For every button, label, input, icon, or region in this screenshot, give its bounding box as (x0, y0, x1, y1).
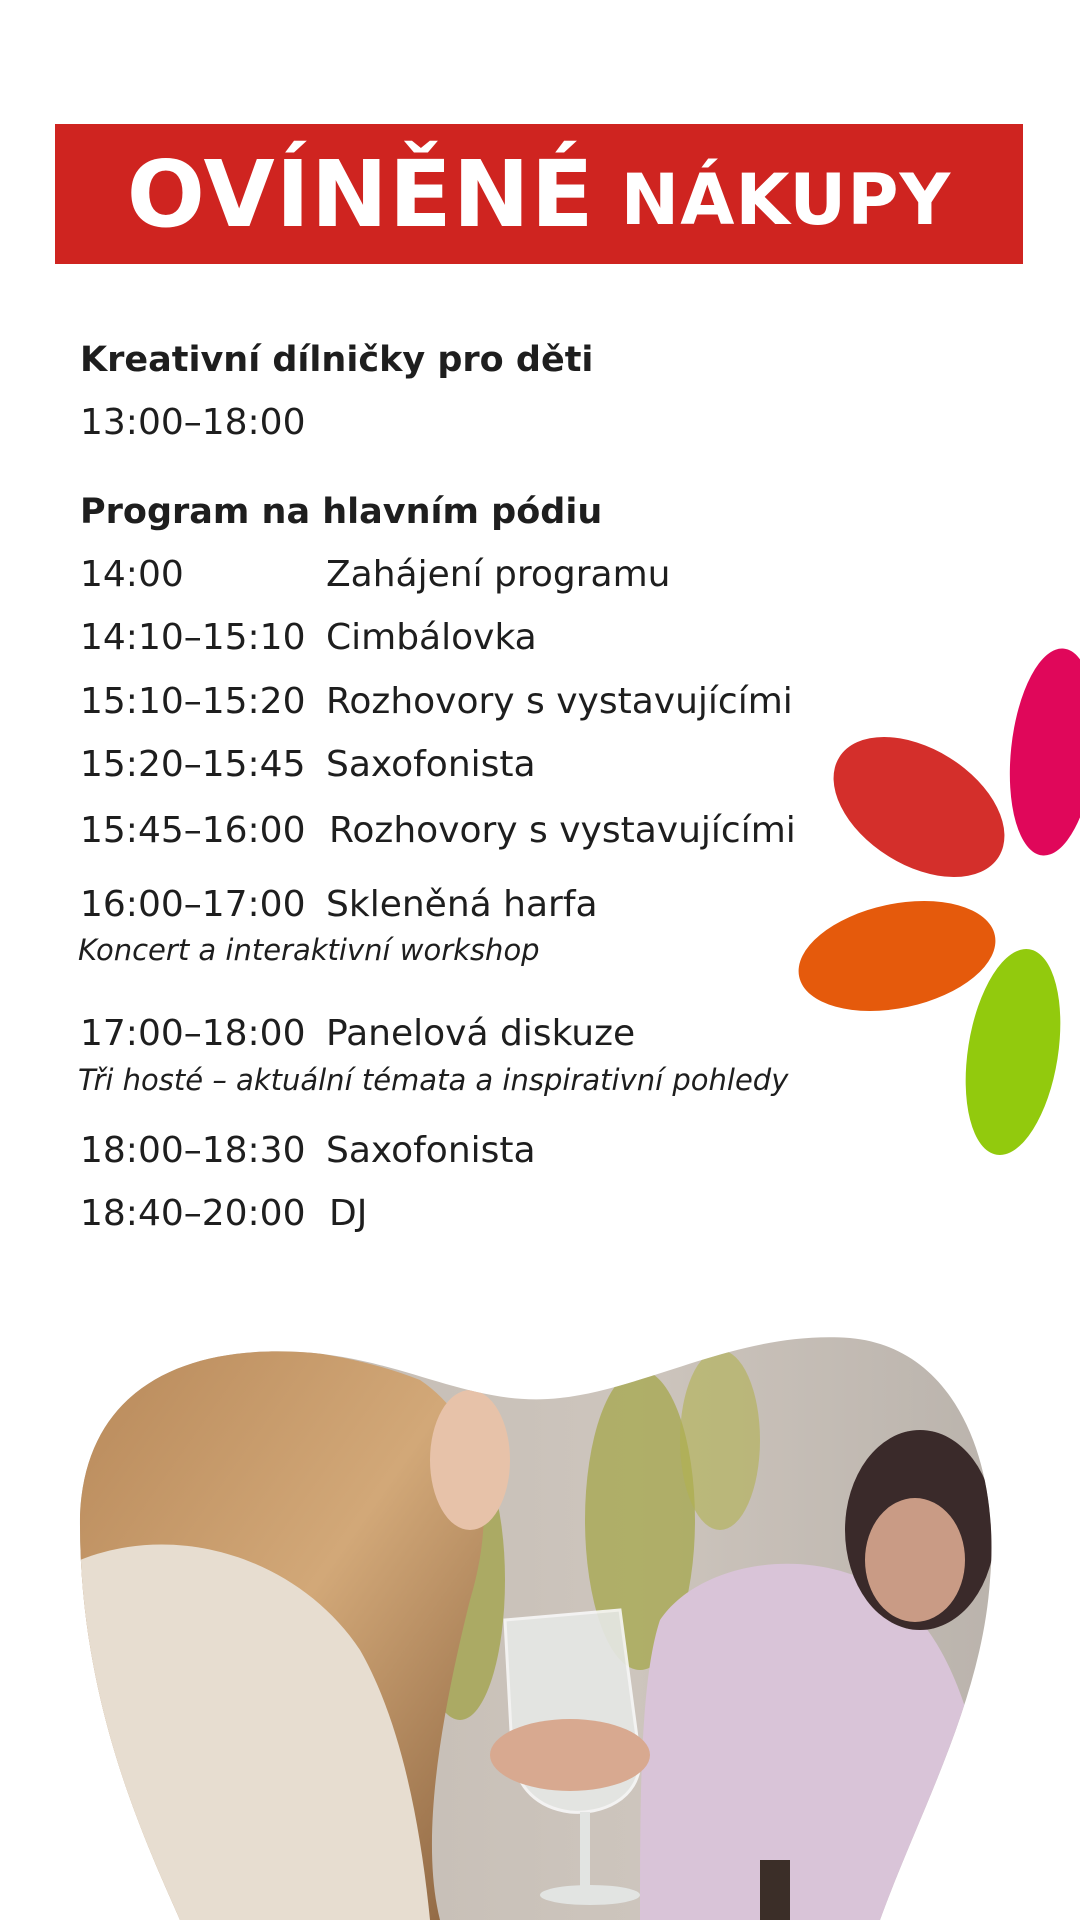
program-name: Saxofonista (326, 1130, 536, 1171)
kids-workshop-time: 13:00–18:00 (80, 402, 306, 443)
program-row (80, 554, 780, 604)
title-banner (55, 124, 1023, 264)
program-time: 15:45–16:00 (80, 810, 306, 851)
program-row (80, 744, 780, 794)
program-time: 18:40–20:00 (80, 1193, 306, 1234)
program-note: Koncert a interaktivní workshop (78, 933, 540, 967)
program-name: DJ (329, 1193, 368, 1234)
program-note: Tři hosté – aktuální témata a inspirativní pohledy (78, 1063, 789, 1097)
flower-petals-decoration (780, 630, 1080, 1180)
program-row (80, 681, 793, 731)
program-name: Skleněná harfa (326, 884, 598, 925)
program-time: 17:00–18:00 (80, 1013, 306, 1054)
pink-petal (1000, 644, 1080, 860)
program-row (80, 1013, 780, 1063)
program-time: 16:00–17:00 (80, 884, 306, 925)
program-row (80, 1130, 780, 1180)
event-photo (60, 1320, 1020, 1920)
program-name: Zahájení programu (326, 554, 671, 595)
red-petal (809, 708, 1030, 906)
program-time: 15:20–15:45 (80, 744, 306, 785)
program-name: Panelová diskuze (326, 1013, 636, 1054)
program-time: 15:10–15:20 (80, 681, 306, 722)
program-time: 18:00–18:30 (80, 1130, 306, 1171)
stage-program-title: Program na hlavním pódiu (80, 492, 603, 532)
program-name: Saxofonista (326, 744, 536, 785)
orange-petal (788, 884, 1005, 1027)
program-row (80, 1193, 780, 1243)
program-time: 14:10–15:10 (80, 617, 306, 658)
banner-word-ovinene: OVÍNĚNÉ (126, 140, 595, 248)
program-time: 14:00 (80, 554, 184, 595)
program-name: Rozhovory s vystavujícími (329, 810, 796, 851)
program-name: Cimbálovka (326, 617, 537, 658)
banner-word-nakupy: NÁKUPY (620, 159, 952, 241)
program-name: Rozhovory s vystavujícími (326, 681, 793, 722)
program-row (80, 617, 780, 667)
kids-workshop-title: Kreativní dílničky pro děti (80, 340, 594, 380)
program-row (80, 810, 796, 860)
program-row (80, 884, 780, 934)
